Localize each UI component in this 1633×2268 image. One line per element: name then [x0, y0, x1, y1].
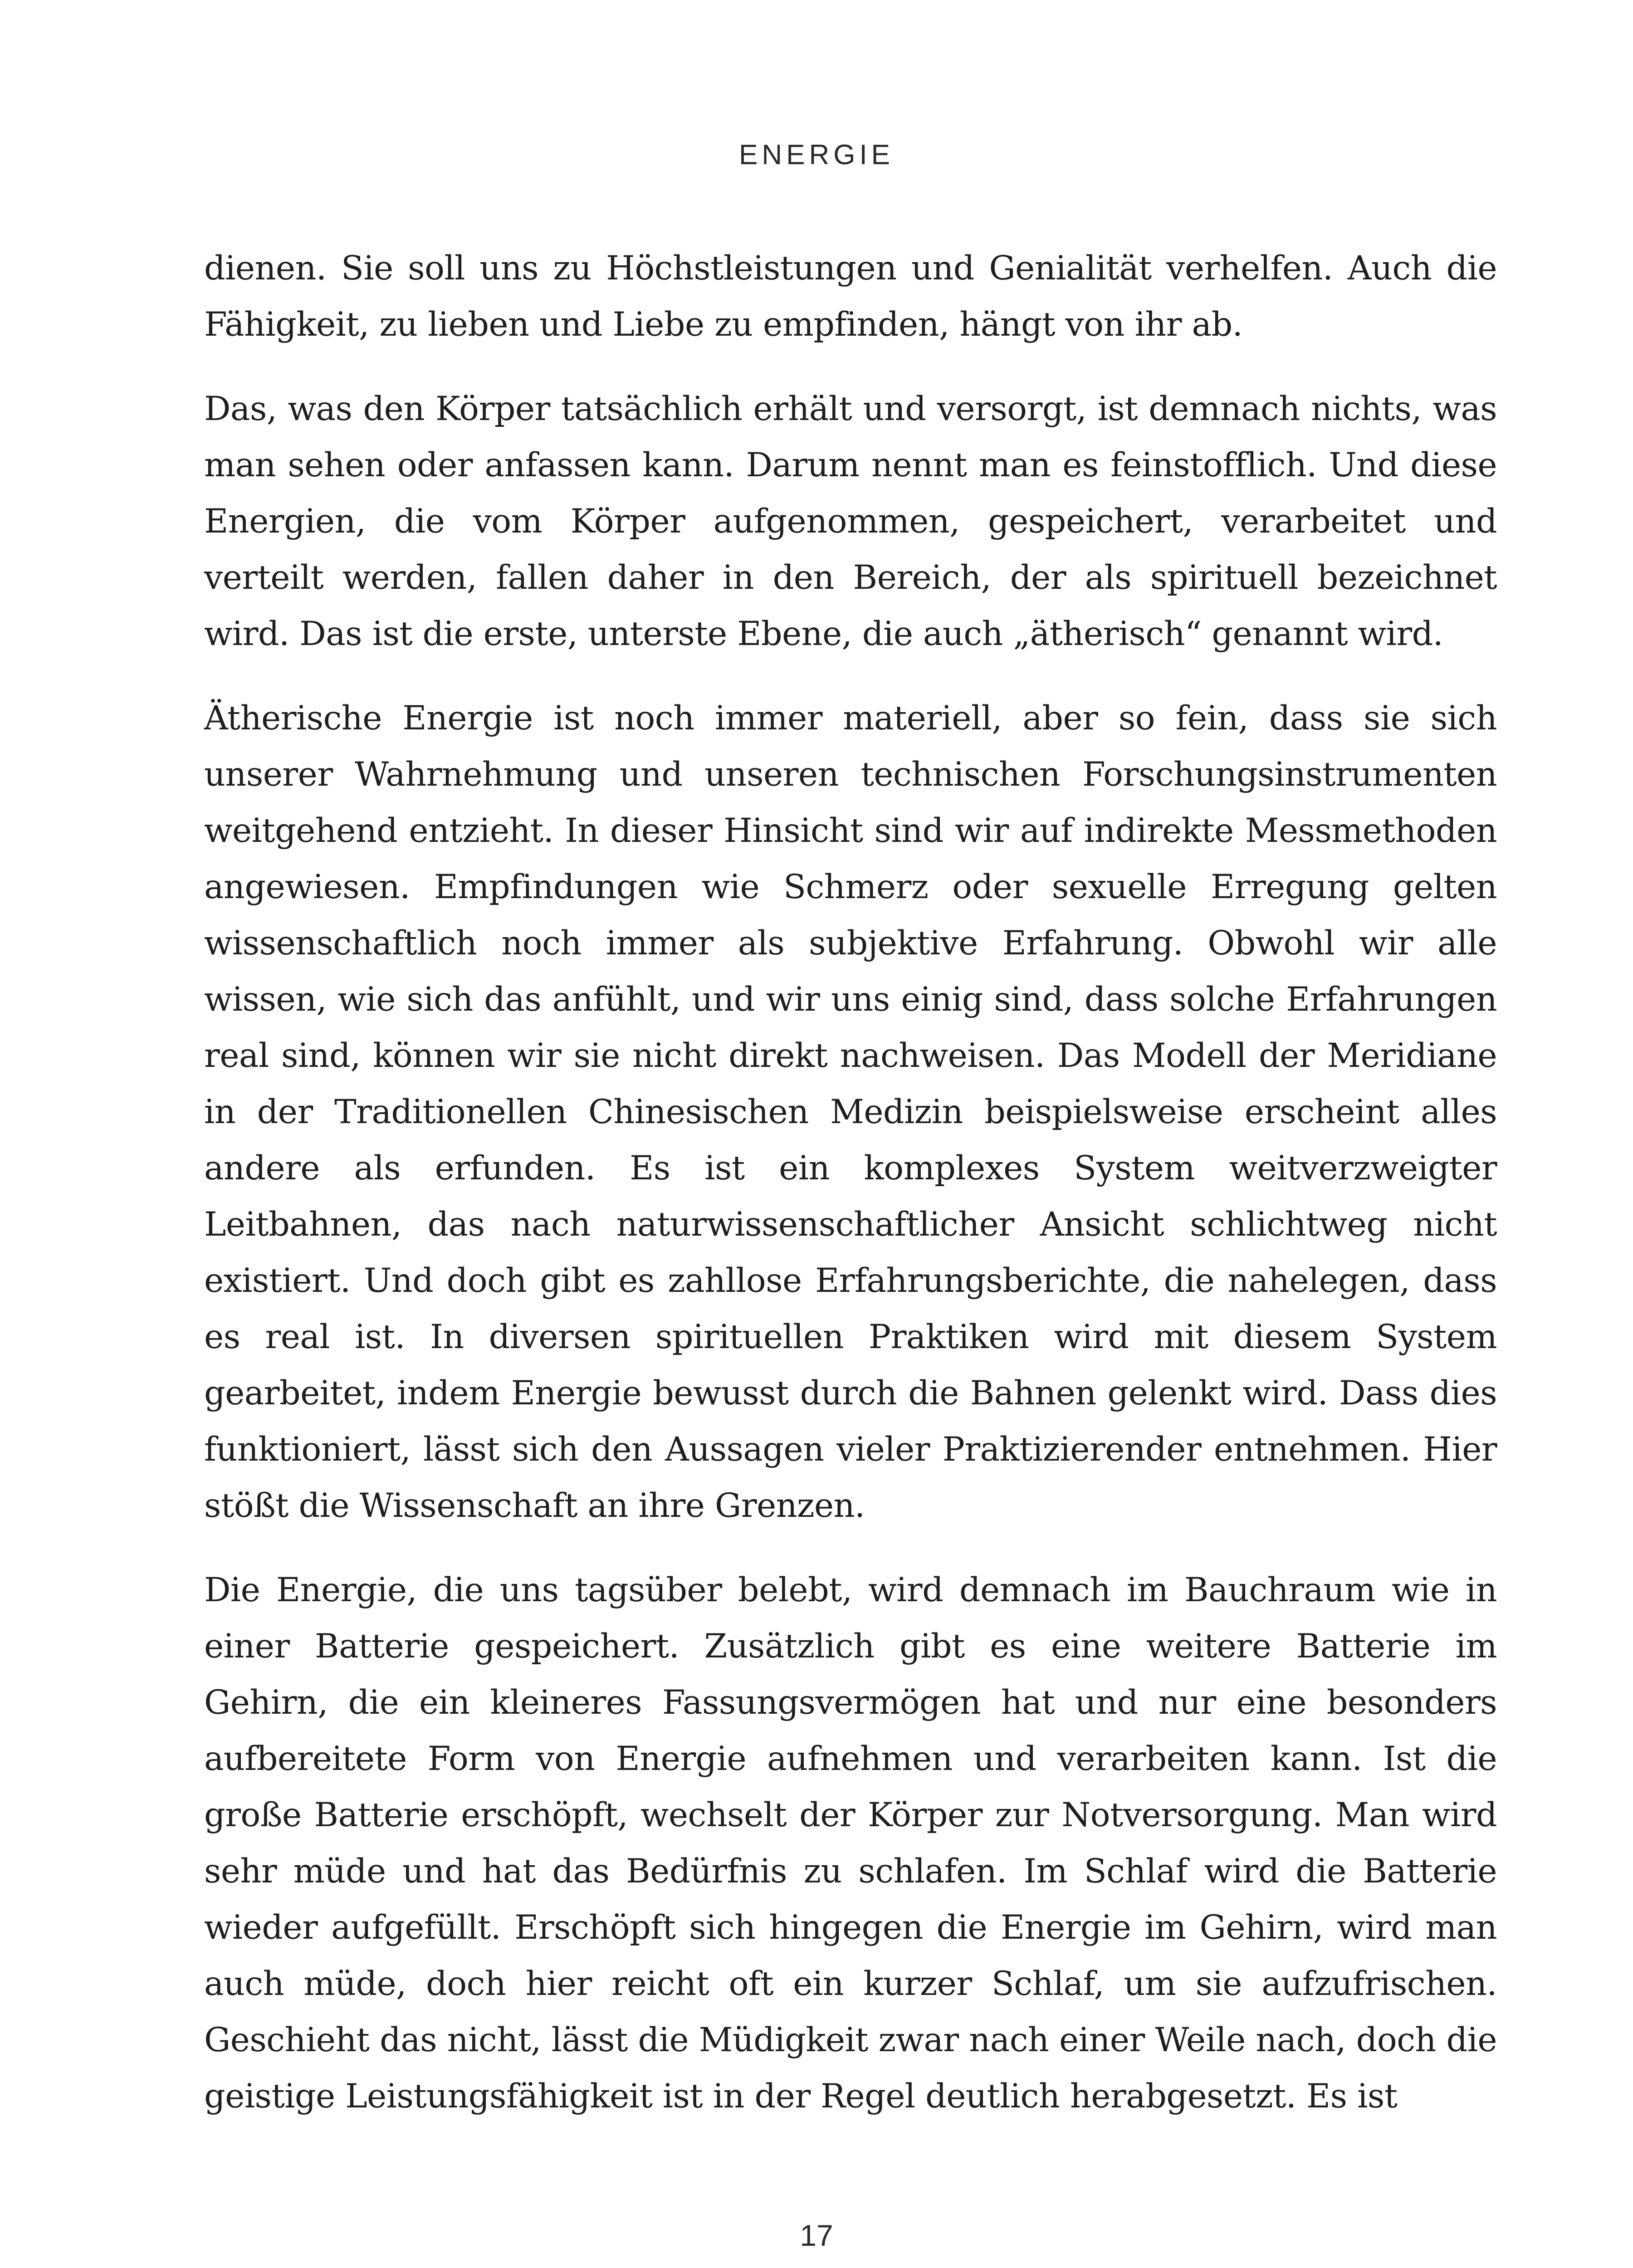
paragraph-3: Ätherische Energie ist noch immer materiell, aber so fein, dass sie sich unserer Wahrnehmung und unseren technischen Forschungsinstrumenten weitgehend entzieht. In dieser Hinsicht sind wir auf indirekte Messmethoden angewiesen. Empfindungen wie Schmerz oder sexuelle Erregung gelten wissenschaftlich noch immer als subjektive Erfahrung. Obwohl wir alle wissen, wie sich das anfühlt, und wir uns einig sind, dass solche Erfahrungen real sind, können wir sie nicht direkt nachweisen. Das Modell der Meridiane in der Traditionellen Chinesischen Medizin beispielsweise erscheint alles andere als erfunden. Es ist ein komplexes System weitverzweigter Leitbahnen, das nach naturwissenschaftlicher Ansicht schlichtweg nicht existiert. Und doch gibt es zahllose Erfahrungsberichte, die nahelegen, dass es real ist. In diversen spirituellen Praktiken wird mit diesem System gearbeitet, indem Energie bewusst durch die Bahnen gelenkt wird. Dass dies funktioniert, lässt sich den Aussagen vieler Praktizierender entnehmen. Hier stößt die Wissenschaft an ihre Grenzen.	[204, 699, 1497, 1525]
paragraph-2: Das, was den Körper tatsächlich erhält und versorgt, ist demnach nichts, was man sehen oder anfassen kann. Darum nennt man es feinstofflich. Und diese Energien, die vom Körper aufgenommen, gespeichert, verarbeitet und verteilt werden, fallen daher in den Bereich, der als spirituell bezeichnet wird. Das ist die erste, unterste Ebene, die auch „ätherisch“ genannt wird.	[204, 390, 1497, 653]
running-head-title: ENERGIE	[738, 139, 895, 171]
paragraph-1: dienen. Sie soll uns zu Höchstleistungen und Genialität verhelfen. Auch die Fähigkeit, zu lieben und Liebe zu empfinden, hängt von ihr ab.	[204, 249, 1497, 344]
page-number: 17	[800, 2219, 833, 2252]
body-text	[204, 240, 1497, 2153]
paragraph-4: Die Energie, die uns tagsüber belebt, wird demnach im Bauchraum wie in einer Batterie gespeichert. Zusätzlich gibt es eine weitere Batterie im Gehirn, die ein kleineres Fassungsvermögen hat und nur eine besonders aufbereitete Form von Energie aufnehmen und verarbeiten kann. Ist die große Batterie erschöpft, wechselt der Körper zur Notversorgung. Man wird sehr müde und hat das Bedürfnis zu schlafen. Im Schlaf wird die Batterie wieder aufgefüllt. Erschöpft sich hingegen die Energie im Gehirn, wird man auch müde, doch hier reicht oft ein kurzer Schlaf, um sie aufzufrischen. Geschieht das nicht, lässt die Müdigkeit zwar nach einer Weile nach, doch die geistige Leistungsfähigkeit ist in der Regel deutlich herabgesetzt. Es ist	[204, 1571, 1497, 2116]
